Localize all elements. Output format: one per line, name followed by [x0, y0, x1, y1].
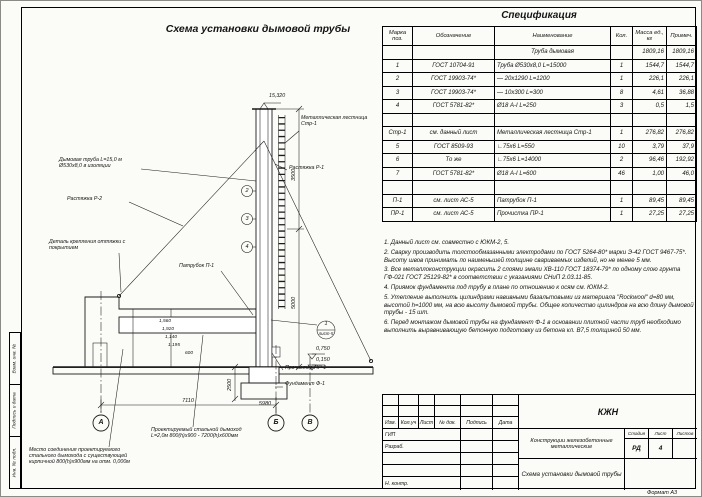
spec-row — [383, 73, 697, 87]
spec-row — [383, 140, 697, 154]
spec-cell — [633, 181, 667, 195]
spec-cell: 27,25 — [633, 208, 667, 222]
foundation — [241, 367, 287, 399]
tb-rev-header: Дата — [493, 417, 519, 429]
tb-rev-header: Лист — [419, 417, 435, 429]
elev-0750: 0,750 — [316, 346, 330, 352]
spec-cell: 1 — [611, 194, 633, 208]
spec-cell: 1 — [611, 208, 633, 222]
tb-cell — [493, 453, 519, 465]
tb-cell — [461, 465, 493, 477]
tb-role-gip: ГИП — [383, 429, 461, 441]
tb-rev-header: Подпись — [461, 417, 493, 429]
spec-cell: 89,45 — [633, 194, 667, 208]
tb-cell — [461, 477, 493, 490]
spec-cell: Стр-1 — [383, 127, 413, 141]
spec-cell: ∟75х6 L=14000 — [495, 154, 611, 168]
spec-header-cell: Марка поз. — [383, 27, 413, 46]
spec-cell: 46 — [611, 167, 633, 181]
margin-strip-label: Взам. инв. № — [12, 343, 18, 374]
label-top-elevation: 15,320 — [269, 93, 286, 99]
axis-label-v: В — [307, 419, 313, 426]
axis-label-b: Б — [273, 419, 279, 426]
tb-cell — [493, 477, 519, 490]
note-4: 4. Приямок фундамента под трубу в плане по отношению к осям см. ЮКМ-2. — [384, 283, 610, 291]
spec-cell: 1,00 — [633, 167, 667, 181]
tb-sheet-label: Лист — [649, 429, 673, 439]
tb-rev-header: № док. — [435, 417, 461, 429]
spec-cell — [383, 46, 413, 60]
spec-row — [383, 194, 697, 208]
tb-project-name: Конструкции железобетонные металлические — [519, 429, 625, 459]
dim-7110: 7110 — [182, 398, 194, 404]
title-block — [382, 394, 696, 489]
spec-row — [383, 59, 697, 73]
spec-cell: ∟75х6 L=550 — [495, 140, 611, 154]
tb-rev-header: Изм. — [383, 417, 399, 429]
spec-cell: — 10х300 L=300 — [495, 86, 611, 100]
spec-cell: 1544,7 — [633, 59, 667, 73]
tb-cell — [383, 453, 461, 465]
tb-cell — [399, 406, 419, 417]
spec-row — [383, 127, 697, 141]
dim-5980: 5980 — [258, 401, 272, 407]
spec-row — [383, 154, 697, 168]
spec-cell — [413, 181, 495, 195]
tb-rev-header: Кол.уч — [399, 417, 419, 429]
spec-cell: Труба дымовая — [495, 46, 611, 60]
label-guy-wire-2: Растяжка Р-2 — [67, 196, 103, 202]
spec-cell: Прочистка ПР-1 — [495, 208, 611, 222]
tb-role-razrab: Разраб. — [383, 441, 461, 453]
label-chimney: Дымовая труба L=15,0 м Ø530х8,0 в изоляции — [59, 157, 122, 170]
tb-cell — [461, 429, 493, 441]
spec-cell: 3 — [611, 100, 633, 114]
spec-cell: 1809,16 — [667, 46, 697, 60]
axis-label-a: А — [98, 419, 104, 426]
spec-cell: 226,1 — [667, 73, 697, 87]
spec-cell: ГОСТ 5781-82* — [413, 167, 495, 181]
spec-cell: 5 — [383, 140, 413, 154]
note-1: 1. Данный лист см. совместно с ЮКМ-2, 5. — [384, 239, 510, 246]
spec-cell: 7 — [383, 167, 413, 181]
callout-3: 3 — [245, 216, 249, 222]
spec-cell: ГОСТ 19903-74* — [413, 73, 495, 87]
note-5: 5. Утепление выполнить цилиндрами навивными базальтовыми из материала "Rockwool" d=80 мм, высотой h=1000 мм, на всю высоту дымовой трубы. Общее количество цилиндров на всю длину дымовой трубы - 15 шт. — [384, 293, 694, 317]
spec-row — [383, 181, 697, 195]
tb-stage-value: РД — [625, 439, 649, 459]
ladder — [279, 115, 286, 309]
spec-cell: ГОСТ 10704-91 — [413, 59, 495, 73]
spec-row — [383, 100, 697, 114]
spec-header-cell: Масса ед., кг — [633, 27, 667, 46]
tb-doc-title: Схема установки дымовой трубы — [519, 459, 625, 490]
spec-row — [383, 46, 697, 60]
tb-cell — [461, 406, 493, 417]
callout-2: 2 — [245, 188, 249, 194]
spec-header-cell: Примеч. — [667, 27, 697, 46]
spec-header-cell: Кол. — [611, 27, 633, 46]
spec-cell: 1 — [611, 73, 633, 87]
spec-cell: 1,5 — [667, 100, 697, 114]
spec-table — [382, 26, 697, 222]
spec-title: Спецификация — [501, 10, 577, 21]
spec-cell: ГОСТ 19903-74* — [413, 86, 495, 100]
spec-cell: 46,0 — [667, 167, 697, 181]
spec-cell: 226,1 — [633, 73, 667, 87]
note-6: 6. Перед монтажом дымовой трубы на фундамент Ф-1 в основании плитной части труб необходимо выполнить выравнивающую бетонную подготовку из бетона кл. В7,5 толщиной 50 мм. — [384, 319, 681, 334]
spec-cell — [611, 46, 633, 60]
spec-header-cell: Наименование — [495, 27, 611, 46]
margin-strip-inv — [9, 436, 21, 489]
margin-strip-label: Инв. № подл. — [12, 447, 18, 478]
dim-2500: 2500 — [227, 378, 233, 391]
spec-cell: 2 — [611, 154, 633, 168]
dim-3500: 3500 — [291, 168, 297, 181]
tb-stage-label: Стадия — [625, 429, 649, 439]
spec-cell: 89,45 — [667, 194, 697, 208]
spec-cell: 6 — [383, 154, 413, 168]
part-callouts — [242, 186, 336, 340]
spec-cell: 0,5 — [633, 100, 667, 114]
spec-cell: Труба Ø530х8,0 L=15000 — [495, 59, 611, 73]
spec-row — [383, 113, 697, 127]
spec-cell: 1 — [383, 59, 413, 73]
spec-header-cell: Обозначение — [413, 27, 495, 46]
spec-cell: — 20х1290 L=1200 — [495, 73, 611, 87]
spec-cell: 1809,16 — [633, 46, 667, 60]
spec-cell: То же — [413, 154, 495, 168]
label-steel-duct: Проектируемый стальной дымоход L=2,0м 800(h)х900 - 7200(h)х600мм — [151, 427, 242, 440]
tb-cell — [461, 453, 493, 465]
dim-600: 600 — [185, 351, 194, 356]
callout-4: 4 — [245, 244, 249, 250]
margin-strip-podpis — [9, 384, 21, 437]
label-guy-wire-1: Растяжка Р-1 — [289, 165, 325, 171]
label-junction: Место соединения проектируемого стального дымохода с существующей кирпичной 800(h)х900мм на отм. 0,000м — [29, 447, 130, 466]
spec-cell: ГОСТ 8509-93 — [413, 140, 495, 154]
axis-lines — [93, 291, 318, 431]
tb-project-code: КЖН — [519, 395, 697, 429]
spec-cell: Патрубок П-1 — [495, 194, 611, 208]
tb-org-cell — [625, 459, 697, 490]
label-ladder: Металлическая лестница Стр-1 — [301, 115, 368, 128]
spec-cell: 1544,7 — [667, 59, 697, 73]
spec-cell: 192,92 — [667, 154, 697, 168]
spec-cell — [611, 113, 633, 127]
spec-cell: см. лист АС-5 — [413, 208, 495, 222]
spec-cell: 2 — [383, 73, 413, 87]
spec-cell: 1 — [611, 127, 633, 141]
spec-cell: 276,82 — [633, 127, 667, 141]
tb-cell — [399, 395, 419, 406]
spec-cell: 10 — [611, 140, 633, 154]
dim-5000: 5000 — [291, 296, 297, 309]
tb-cell — [493, 429, 519, 441]
tb-cell — [493, 406, 519, 417]
spec-cell — [667, 181, 697, 195]
spec-cell: 8 — [611, 86, 633, 100]
elev-0150: 0,150 — [316, 357, 330, 363]
spec-header-row — [383, 27, 697, 46]
spec-cell — [611, 181, 633, 195]
spec-cell: 36,88 — [667, 86, 697, 100]
label-patrubok: Патрубок П-1 — [179, 263, 215, 269]
spec-cell: Металлическая лестница Стр-1 — [495, 127, 611, 141]
tb-cell — [435, 406, 461, 417]
drawing-area — [23, 9, 379, 491]
spec-cell: ГОСТ 5781-82* — [413, 100, 495, 114]
spec-cell: 4 — [383, 100, 413, 114]
spec-cell: 4,61 — [633, 86, 667, 100]
tb-cell — [493, 465, 519, 477]
dim-1195: 1,195 — [168, 343, 181, 348]
dim-1560: 1,560 — [159, 319, 172, 324]
spec-cell: 27,25 — [667, 208, 697, 222]
tb-sheets-value — [673, 439, 697, 459]
spec-cell: 37,9 — [667, 140, 697, 154]
spec-cell: Ø18 А-I L=250 — [495, 100, 611, 114]
tb-cell — [461, 395, 493, 406]
spec-cell: 96,46 — [633, 154, 667, 168]
spec-cell: Ø18 А-I L=600 — [495, 167, 611, 181]
note-3: 3. Все металлоконструкции окрасить 2 слоями эмали ХВ-110 ГОСТ 18374-79* по одному слою грунта ГФ-021 ГОСТ 25129-82* в соответствии с указаниями СНиП 2.03.11-85. — [384, 266, 681, 282]
tb-cell — [419, 406, 435, 417]
general-notes — [384, 239, 694, 337]
spec-cell — [413, 46, 495, 60]
spec-cell: см. данный лист — [413, 127, 495, 141]
chimney-pipe — [252, 109, 276, 367]
spec-cell — [383, 113, 413, 127]
spec-row — [383, 167, 697, 181]
tb-cell — [383, 395, 399, 406]
spec-cell: см. лист АС-5 — [413, 194, 495, 208]
dim-1140: 1,140 — [165, 335, 178, 340]
tb-sheet-value: 4 — [649, 439, 673, 459]
format-label: Формат А3 — [647, 490, 678, 496]
spec-cell: 3,79 — [633, 140, 667, 154]
spec-cell: 1 — [611, 59, 633, 73]
spec-cell — [495, 181, 611, 195]
tb-cell — [493, 441, 519, 453]
tb-role-ncontr: Н. контр. — [383, 477, 461, 490]
dim-1920: 1,920 — [162, 327, 175, 332]
spec-cell: 3 — [383, 86, 413, 100]
spec-row — [383, 208, 697, 222]
callout-1-sheet: лист-5 — [318, 331, 334, 336]
spec-cell: П-1 — [383, 194, 413, 208]
spec-cell — [383, 181, 413, 195]
tb-cell — [419, 395, 435, 406]
tb-sheets-label: Листов — [673, 429, 697, 439]
tb-cell — [493, 395, 519, 406]
flue-duct — [119, 309, 256, 367]
label-anchor-detail: Деталь крепления оттяжки с покрытием — [49, 239, 126, 252]
callout-1-number: 1 — [324, 321, 328, 327]
note-2: 2. Сварку производить толстообмазанными электродами по ГОСТ 5264-80* марки Э-42 ГОСТ 9467-75*. Высоту швов принимать по наименьшей толщине свариваемых изделий, но не менее 5 мм. — [384, 248, 687, 264]
label-fundament: Фундамент Ф-1 — [285, 381, 325, 387]
spec-row — [383, 86, 697, 100]
tb-cell — [461, 441, 493, 453]
spec-cell: ПР-1 — [383, 208, 413, 222]
spec-cell — [495, 113, 611, 127]
margin-strip-vzam — [9, 332, 21, 385]
spec-cell: 276,82 — [667, 127, 697, 141]
tb-cell — [435, 395, 461, 406]
tb-cell — [383, 465, 461, 477]
spec-cell — [633, 113, 667, 127]
spec-cell — [413, 113, 495, 127]
tb-cell — [383, 406, 399, 417]
spec-cell — [667, 113, 697, 127]
margin-strip-label: Подпись и дата — [12, 392, 18, 429]
label-prochistka: Прочистка ПР-1 — [285, 365, 327, 371]
drawing-title: Схема установки дымовой трубы — [165, 23, 351, 35]
